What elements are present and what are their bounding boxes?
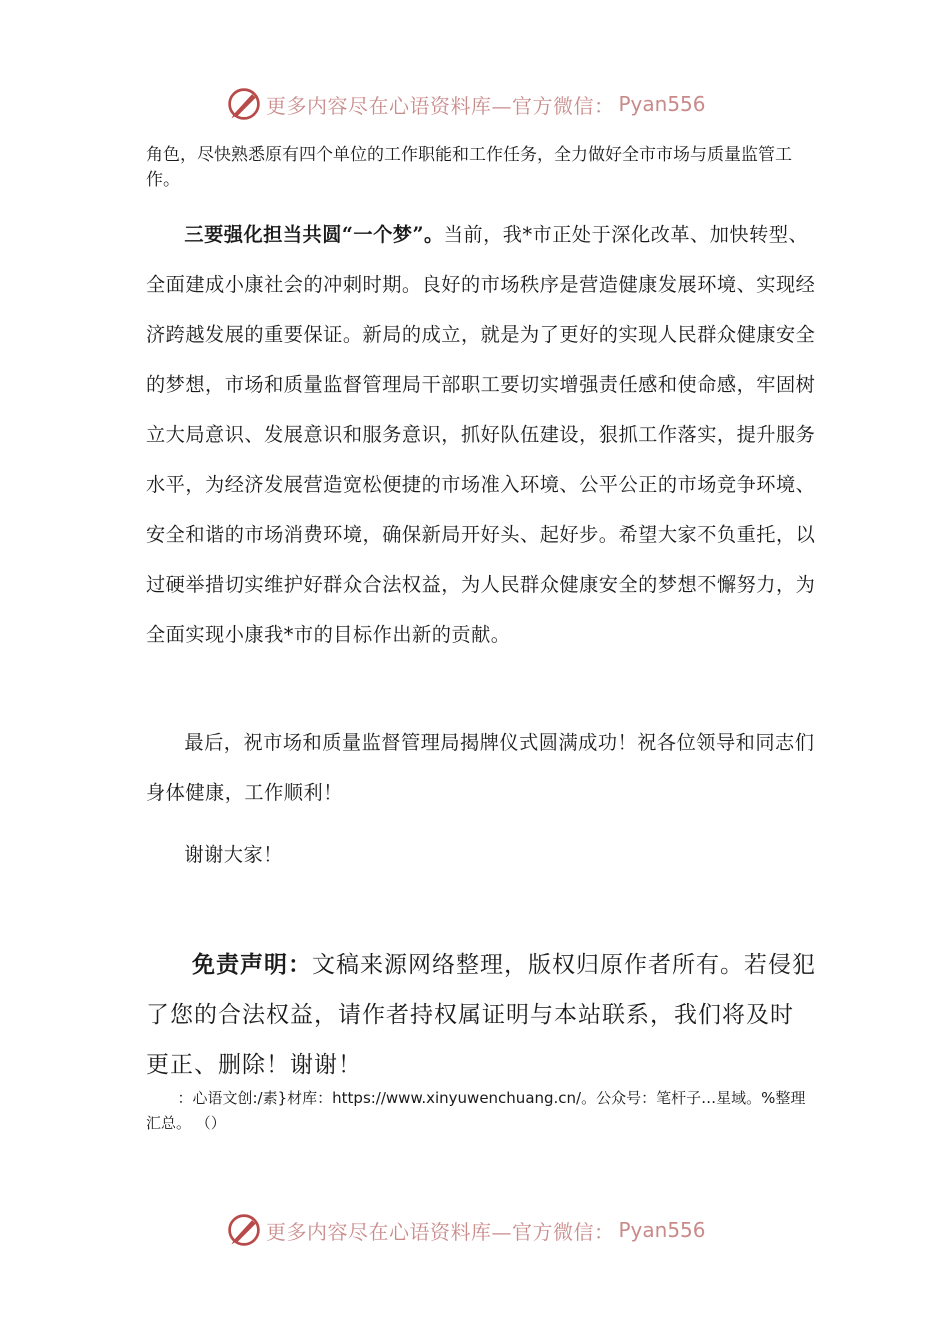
disclaimer-text: 文稿来源网络整理，版权归原作者所有。若侵犯了您的合法权益，请作者持权属证明与本站联系，我们将及时更正、删除！谢谢！	[146, 952, 816, 1078]
footer-banner	[226, 1210, 706, 1250]
header-banner	[226, 84, 706, 124]
paragraph-thanks: 谢谢大家！	[184, 843, 283, 866]
paragraph-continuation: 角色，尽快熟悉原有四个单位的工作职能和工作任务，全力做好全市市场与质量监管工作。	[146, 145, 792, 190]
disclaimer	[146, 940, 816, 1090]
paragraph-three	[146, 210, 816, 660]
pen-logo-icon	[226, 86, 262, 122]
pen-logo-icon	[226, 1212, 262, 1248]
header-wechat-id: Pyan556	[618, 92, 706, 116]
footer-wechat-id: Pyan556	[618, 1218, 706, 1242]
paragraph-three-heading: 三要强化担当共圆“一个梦”。	[184, 223, 444, 246]
header-banner-text: 更多内容尽在心语资料库—官方微信：	[266, 93, 615, 118]
disclaimer-label: 免责声明：	[192, 952, 312, 978]
source-note: ：心语文创:/素}材库：https://www.xinyuwenchuang.cn/。公众号：笔杆子…星域。%整理汇总。 （）	[146, 1089, 806, 1132]
footer-banner-text: 更多内容尽在心语资料库—官方微信：	[266, 1219, 615, 1244]
paragraph-three-body: 当前，我*市正处于深化改革、加快转型、全面建成小康社会的冲刺时期。良好的市场秩序是营造健康发展环境、实现经济跨越发展的重要保证。新局的成立，就是为了更好的实现人民群众健康安全的梦想，市场和质量监督管理局干部职工要切实增强责任感和使命感，牢固树立大局意识、发展意识和服务意识，抓好队伍建设，狠抓工作落实，提升服务水平，为经济发展营造宽松便捷的市场准入环境、公平公正的市场竞争环境、安全和谐的市场消费环境，确保新局开好头、起好步。希望大家不负重托，以过硬举措切实维护好群众合法权益，为人民群众健康安全的梦想不懈努力，为全面实现小康我*市的目标作出新的贡献。	[146, 223, 816, 646]
paragraph-closing-wish: 最后，祝市场和质量监督管理局揭牌仪式圆满成功！祝各位领导和同志们身体健康，工作顺利！	[146, 731, 815, 804]
